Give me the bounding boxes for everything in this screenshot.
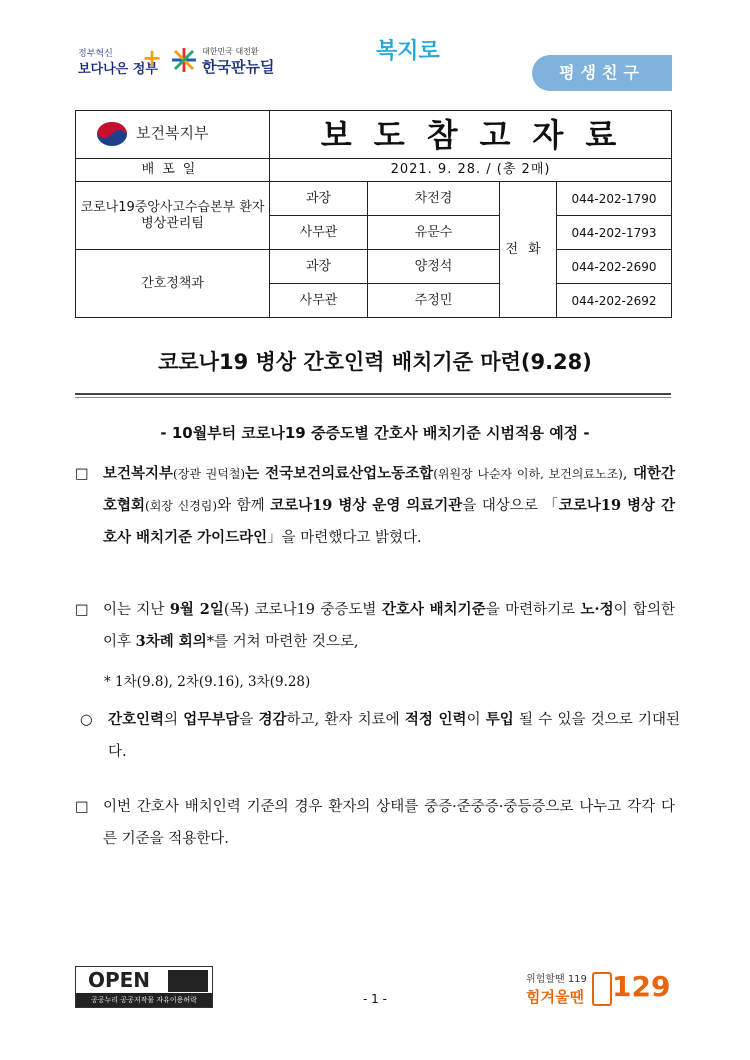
footnote: * 1차(9.8), 2차(9.16), 3차(9.28) <box>104 674 311 690</box>
ministry-cell <box>76 111 270 159</box>
name-cell: 유문수 <box>368 216 500 250</box>
paragraph-1 <box>75 458 675 554</box>
role-cell: 과장 <box>270 250 368 284</box>
role-cell: 사무관 <box>270 284 368 318</box>
box-bullet: □ <box>75 602 89 618</box>
text-span: 이 합의한 이후 <box>103 602 676 650</box>
lifelong-friend-banner: 평생친구 <box>532 55 672 91</box>
text-bold: 코로나19 병상 간호사 배치기준 가이드라인 <box>103 497 675 546</box>
gov-logo-caption: 정부혁신 <box>78 49 113 59</box>
paragraph-text <box>108 704 680 768</box>
press-info-table <box>75 110 672 318</box>
paragraph-text <box>103 458 675 554</box>
gov-innovation-logo <box>78 44 163 80</box>
date-label: 배포일 <box>76 159 270 182</box>
text-span: 을 <box>239 712 259 728</box>
text-span: *를 거쳐 마련한 것으로, <box>206 634 359 650</box>
sub-title: - 10월부터 코로나19 중증도별 간호사 배치기준 시범적용 예정 - <box>160 424 590 442</box>
phone-cell: 044-202-1793 <box>557 216 672 250</box>
hotline-caption: 위험할땐 119 <box>526 974 587 985</box>
paragraph-3 <box>80 704 680 768</box>
bokjiro-logo: 복지로 <box>376 39 440 64</box>
text-bold: 적정 인력 <box>404 711 467 728</box>
new-deal-star-icon <box>170 46 198 74</box>
text-span: 와 함께 <box>217 498 271 514</box>
text-span: (위원장 나순자 이하, 보건의료노조) <box>433 467 623 481</box>
box-bullet: □ <box>75 466 89 482</box>
phone-cell: 044-202-2692 <box>557 284 672 318</box>
text-bold: 투입 <box>485 711 514 728</box>
text-bold: 보건복지부 <box>103 465 174 482</box>
text-span: 을 대상으로 「 <box>462 498 559 514</box>
text-span: (회장 신경림) <box>145 499 218 513</box>
ministry-name: 보건복지부 <box>136 124 209 142</box>
open-caption: 공공누리 공공저작물 자유이용허락 <box>76 993 212 1007</box>
main-title: 코로나19 병상 간호인력 배치기준 마련(9.28) <box>158 350 592 374</box>
text-bold: 는 <box>245 465 266 482</box>
title-divider <box>75 393 671 395</box>
phone-icon <box>592 972 612 1006</box>
text-span: , <box>622 466 633 482</box>
text-bold: 간호사 배치기준 <box>381 601 486 618</box>
new-deal-caption: 대한민국 대전환 <box>202 47 259 56</box>
text-bold: 간호인력 <box>108 711 165 728</box>
text-span: 하고, 환자 치료에 <box>286 712 405 728</box>
gov-logo-text: 보다나은 정부 <box>78 62 158 77</box>
text-bold: 9월 2일 <box>169 601 224 618</box>
dept-nursing-cell: 간호정책과 <box>76 250 270 318</box>
name-cell: 주정민 <box>368 284 500 318</box>
phone-cell: 044-202-2690 <box>557 250 672 284</box>
page-number: - 1 - <box>363 992 387 1006</box>
name-cell: 차전경 <box>368 182 500 216</box>
text-bold: 3차례 회의 <box>135 633 207 650</box>
dept-covid-cell: 코로나19중앙사고수습본부 환자병상관리팀 <box>76 182 270 250</box>
text-bold: 경감 <box>258 711 287 728</box>
text-span: 」을 마련했다고 밝혔다. <box>267 530 422 546</box>
doc-type-title: 보도참고자료 <box>270 111 672 159</box>
hotline-number: 129 <box>612 970 671 1003</box>
text-span: 될 수 있을 것으로 기대된다. <box>108 712 680 760</box>
text-span: 을 마련하기로 <box>485 602 581 618</box>
hotline-text: 힘겨울땐 <box>526 988 584 1006</box>
text-bold: 코로나19 병상 운영 의료기관 <box>270 497 463 514</box>
text-span: (목) 코로나19 중증도별 <box>223 602 382 618</box>
new-deal-text: 한국판뉴딜 <box>202 58 275 76</box>
title-divider-thin <box>75 397 671 398</box>
role-cell: 과장 <box>270 182 368 216</box>
paragraph-4 <box>75 791 675 855</box>
phone-cell: 044-202-1790 <box>557 182 672 216</box>
box-bullet: □ <box>75 799 89 815</box>
paragraph-text: 이번 간호사 배치인력 기준의 경우 환자의 상태를 중증·준중증·중등증으로 나누고 각각 다른 기준을 적용한다. <box>103 799 675 847</box>
open-label: OPEN <box>87 968 151 992</box>
phone-label: 전화 <box>500 182 557 318</box>
taegeuk-emblem-icon <box>96 121 128 147</box>
circle-bullet: ○ <box>80 712 93 728</box>
text-span: 의 <box>164 712 184 728</box>
plus-icon: + <box>142 44 163 72</box>
name-cell: 양정석 <box>368 250 500 284</box>
text-span: 이는 지난 <box>103 602 170 618</box>
text-span: (장관 권덕철) <box>173 467 246 481</box>
paragraph-text <box>103 594 675 658</box>
license-icon <box>168 970 208 992</box>
text-span: 이 <box>466 712 486 728</box>
text-bold: 대한간호협회 <box>103 465 676 514</box>
role-cell: 사무관 <box>270 216 368 250</box>
date-value: 2021. 9. 28. / (총 2매) <box>270 159 672 182</box>
korean-new-deal-logo <box>170 46 290 82</box>
text-bold: 전국보건의료산업노동조합 <box>265 465 434 482</box>
text-bold: 업무부담 <box>183 711 240 728</box>
hotline-129-logo <box>526 968 676 1012</box>
paragraph-2 <box>75 594 675 658</box>
text-bold: 노·정 <box>580 601 614 618</box>
